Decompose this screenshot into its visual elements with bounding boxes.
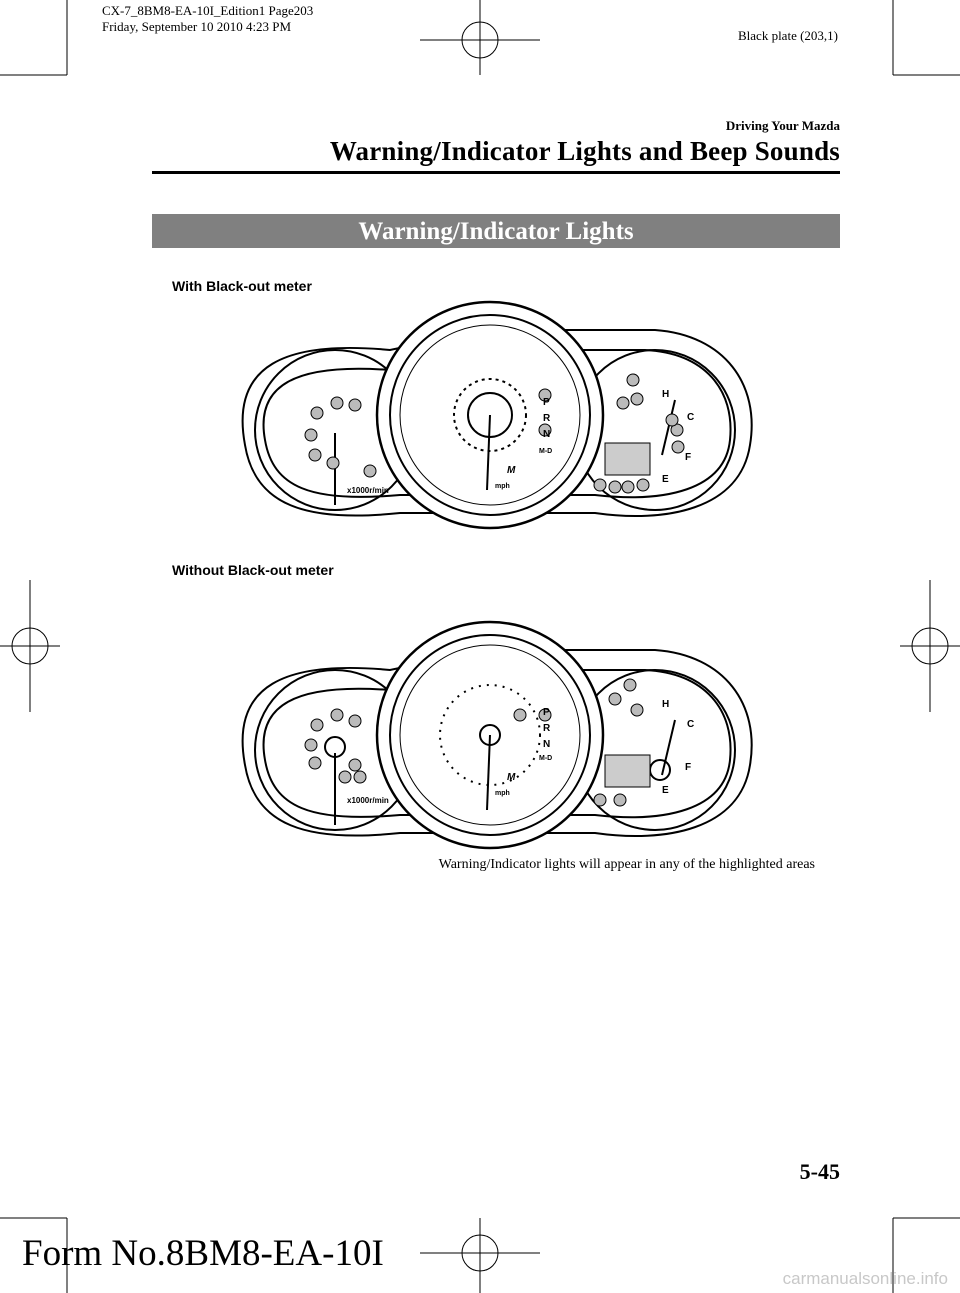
mode-label: M [507,465,516,476]
temp-cold-label-2: C [687,719,695,730]
fuel-full-label: F [685,452,692,463]
instrument-cluster-blackout [225,295,765,535]
gear-mode-2: M-D [539,755,553,762]
section-label: Driving Your Mazda [725,118,840,133]
gear-mode: M-D [539,448,553,455]
speed-unit-2: mph [495,790,510,797]
page-title: Warning/Indicator Lights and Beep Sounds [329,136,840,166]
gear-letter-n-2: N [543,739,551,750]
tach-unit-2: x1000r/min [347,796,389,805]
fuel-empty-label: E [662,474,669,485]
title-rule [152,171,840,174]
temp-hot-label-2: H [662,699,670,710]
gear-letter-n: N [543,429,551,440]
print-info-line2: Friday, September 10 2010 4:23 PM [102,19,292,34]
plate-label: Black plate (203,1) [738,28,838,43]
tach-unit: x1000r/min [347,486,389,495]
gear-letter-p-2: P [543,707,550,718]
print-info-line1: CX-7_8BM8-EA-10I_Edition1 Page203 [102,3,314,18]
gear-letter-r-2: R [543,723,551,734]
print-info [102,3,313,35]
gear-letter-p: P [543,397,550,408]
temp-cold-label: C [687,412,695,423]
fuel-full-label-2: F [685,762,692,773]
instrument-cluster-standard [225,615,765,855]
gear-letter-r: R [543,413,551,424]
fuel-empty-label-2: E [662,785,669,796]
form-number: Form No.8BM8-EA-10I [22,1233,384,1274]
mode-label-2: M [507,772,516,783]
figure-caption-standard: Without Black-out meter [172,562,334,578]
speed-unit: mph [495,483,510,490]
figure-caption-blackout: With Black-out meter [172,278,312,294]
temp-hot-label: H [662,389,670,400]
watermark: carmanualsonline.info [782,1269,948,1288]
page-number: 5-45 [799,1159,840,1184]
highlight-note: Warning/Indicator lights will appear in any of the highlighted areas [438,857,815,872]
section-banner: Warning/Indicator Lights [152,214,840,248]
